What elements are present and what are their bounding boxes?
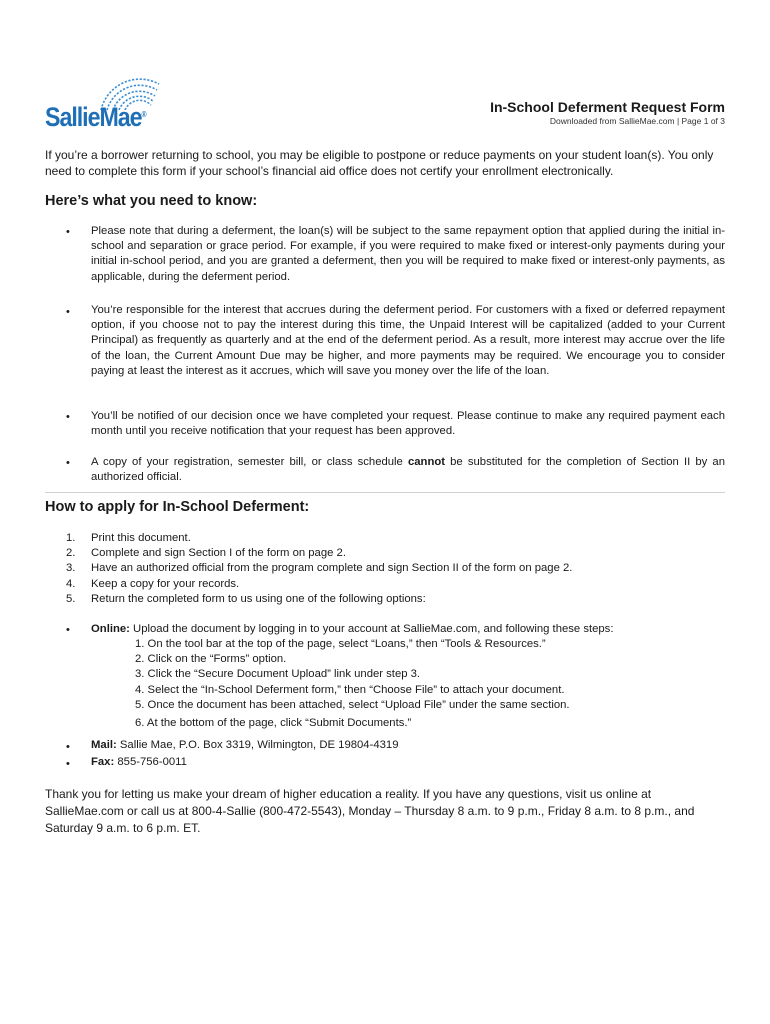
- need-to-know-heading: Here’s what you need to know:: [45, 193, 258, 209]
- mail-option: Mail: Sallie Mae, P.O. Box 3319, Wilmington, DE 19804-4319: [91, 739, 399, 751]
- online-step: 4. Select the “In-School Deferment form,” then “Choose File” to attach your document.: [135, 683, 565, 696]
- closing-paragraph: Thank you for letting us make your dream of higher education a reality. If you have any questions, visit us online at SallieMae.com or call us at 800-4-Sallie (800-472-5543), Monday – Thursday 8 a.m. to 9 p.m., Friday 8 a.m. to 8 p.m., and Saturday 9 a.m. to 6 p.m. ET.: [45, 787, 695, 835]
- form-subtitle: Downloaded from SallieMae.com | Page 1 of 3: [549, 116, 725, 126]
- bullet-icon: •: [66, 306, 70, 318]
- section-divider: [45, 492, 725, 493]
- how-to-apply-heading: How to apply for In-School Deferment:: [45, 499, 310, 515]
- know-item-4: A copy of your registration, semester bill, or class schedule cannot be substituted for the completion of Section II by an authorized official.: [91, 456, 725, 484]
- bullet-icon: •: [66, 457, 70, 469]
- intro-paragraph: If you’re a borrower returning to school, you may be eligible to postpone or reduce payments on your student loan(s). You only need to complete this form if your school’s financial aid office does not certify your enrollment electronically.: [45, 148, 714, 178]
- bullet-icon: •: [66, 624, 70, 636]
- online-step: 1. On the tool bar at the top of the page, select “Loans,” then “Tools & Resources.”: [135, 638, 546, 650]
- apply-step: 5. Return the completed form to us using one of the following options:: [66, 592, 426, 605]
- online-steps-list: [135, 637, 570, 731]
- apply-step: 2. Complete and sign Section I of the form on page 2.: [66, 547, 346, 560]
- bullet-icon: •: [66, 741, 70, 753]
- online-step: 2. Click on the “Forms” option.: [135, 653, 287, 666]
- bullet-icon: •: [66, 758, 70, 770]
- apply-step: 4. Keep a copy for your records.: [66, 577, 240, 590]
- bullet-icon: •: [66, 411, 70, 423]
- apply-step: 1. Print this document.: [66, 532, 191, 544]
- fax-option: Fax: 855-756-0011: [91, 756, 187, 768]
- know-item-1: Please note that during a deferment, the loan(s) will be subject to the same repayment option that applied during the initial in-school and separation or grace period. For example, if you were required to make fixed or interest-only payments during your initial in-school period, and you are granted a deferment, then you will be required to make fixed or interest-only payments, as applicable, during the deferment period.: [91, 225, 725, 283]
- apply-step: 3. Have an authorized official from the program complete and sign Section II of the form on page 2.: [66, 562, 573, 575]
- know-item-2: You’re responsible for the interest that accrues during the deferment period. For customers with a fixed or deferred repayment option, if you choose not to pay the interest during this time, the Unpaid Interest will be capitalized (added to your Current Principal) as frequently as quarterly and at the end of the deferment period. As a result, more interest may accrue over the life of the loan, the Current Amount Due may be higher, and more payments may be required. We encourage you to consider paying at least the interest as it accrues, which will save you money over the life of the loan.: [91, 304, 725, 377]
- apply-steps-list: [45, 531, 572, 607]
- know-item-3: You’ll be notified of our decision once we have completed your request. Please continue to make any required payment each month until you receive notification that your request has been approved.: [91, 410, 725, 438]
- form-title: In-School Deferment Request Form: [490, 99, 725, 115]
- online-step: 6. At the bottom of the page, click “Submit Documents.”: [135, 717, 412, 730]
- online-step: 3. Click the “Secure Document Upload” link under step 3.: [135, 668, 421, 681]
- logo-wordmark: SallieMae®: [45, 102, 147, 132]
- online-step: 5. Once the document has been attached, select “Upload File” under the same section.: [135, 698, 570, 711]
- online-option: Online: Upload the document by logging in to your account at SallieMae.com, and following these steps:: [91, 623, 614, 635]
- salliemae-logo: [45, 70, 170, 132]
- bullet-icon: •: [66, 226, 70, 238]
